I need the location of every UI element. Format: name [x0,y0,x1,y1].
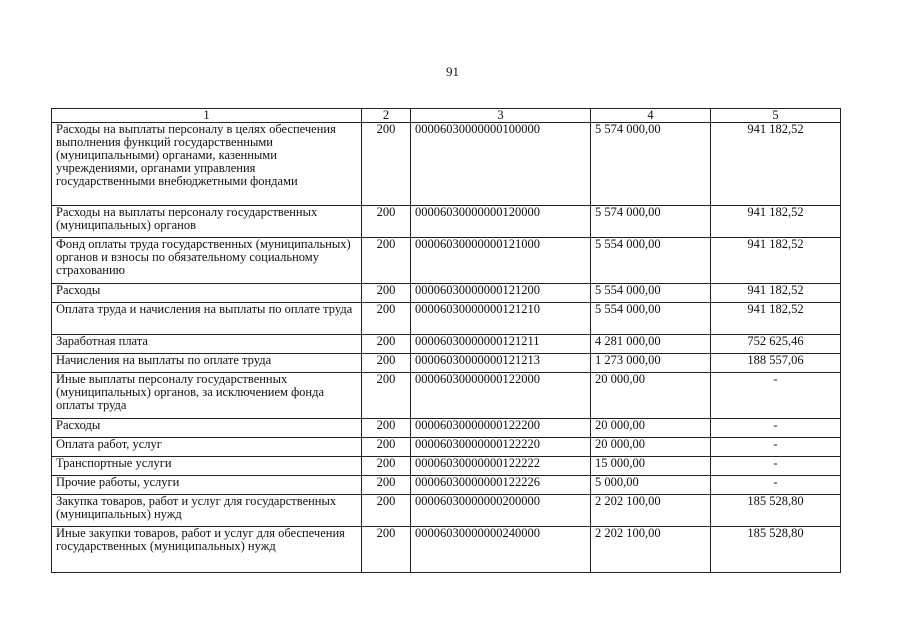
table-row [52,457,841,476]
table-row [52,335,841,354]
table-row [52,495,841,527]
row-name-cell: Расходы [52,419,362,438]
row-kbk-cell: 00006030000000121210 [411,303,591,335]
row-plan-cell: 1 273 000,00 [591,354,711,373]
row-fact-cell: 185 528,80 [711,527,841,573]
header-col-4: 4 [591,109,711,123]
row-kbk-cell: 00006030000000122000 [411,373,591,419]
row-kbk-cell: 00006030000000240000 [411,527,591,573]
row-plan-cell: 5 000,00 [591,476,711,495]
table-row [52,527,841,573]
row-plan-cell: 20 000,00 [591,438,711,457]
row-plan-cell: 2 202 100,00 [591,527,711,573]
row-fact-cell: 941 182,52 [711,206,841,238]
row-code-cell: 200 [362,419,411,438]
row-plan-cell: 5 574 000,00 [591,206,711,238]
row-code-cell: 200 [362,238,411,284]
row-fact-cell: 941 182,52 [711,284,841,303]
header-col-2: 2 [362,109,411,123]
row-plan-cell: 5 574 000,00 [591,123,711,206]
row-fact-cell: 941 182,52 [711,238,841,284]
table-header [52,109,841,123]
row-fact-cell: 188 557,06 [711,354,841,373]
table-row [52,438,841,457]
header-col-5: 5 [711,109,841,123]
row-code-cell: 200 [362,335,411,354]
table-row [52,284,841,303]
row-kbk-cell: 00006030000000121211 [411,335,591,354]
row-fact-cell: - [711,373,841,419]
row-plan-cell: 5 554 000,00 [591,238,711,284]
table-row [52,238,841,284]
header-col-1: 1 [52,109,362,123]
row-code-cell: 200 [362,457,411,476]
row-fact-cell: 752 625,46 [711,335,841,354]
row-name-cell: Иные выплаты персоналу государственных (муниципальных) органов, за исключением фонда оплаты труда [52,373,362,419]
row-fact-cell: 941 182,52 [711,123,841,206]
table-row [52,373,841,419]
row-name-cell: Прочие работы, услуги [52,476,362,495]
row-fact-cell: - [711,457,841,476]
row-kbk-cell: 00006030000000121000 [411,238,591,284]
row-fact-cell: - [711,438,841,457]
row-name-cell: Иные закупки товаров, работ и услуг для обеспечения государственных (муниципальных) нужд [52,527,362,573]
row-name-cell: Оплата работ, услуг [52,438,362,457]
row-fact-cell: - [711,476,841,495]
table-row [52,123,841,206]
page-number: 91 [446,64,459,79]
header-col-3: 3 [411,109,591,123]
row-plan-cell: 4 281 000,00 [591,335,711,354]
row-plan-cell: 15 000,00 [591,457,711,476]
row-name-cell: Заработная плата [52,335,362,354]
row-code-cell: 200 [362,438,411,457]
row-code-cell: 200 [362,495,411,527]
row-name-cell: Закупка товаров, работ и услуг для государственных (муниципальных) нужд [52,495,362,527]
row-plan-cell: 20 000,00 [591,419,711,438]
row-kbk-cell: 00006030000000122220 [411,438,591,457]
table-body [52,123,841,573]
table-row [52,206,841,238]
table-row [52,303,841,335]
row-fact-cell: 941 182,52 [711,303,841,335]
row-fact-cell: 185 528,80 [711,495,841,527]
row-kbk-cell: 00006030000000121200 [411,284,591,303]
row-plan-cell: 5 554 000,00 [591,284,711,303]
row-code-cell: 200 [362,527,411,573]
row-name-cell: Расходы [52,284,362,303]
row-plan-cell: 2 202 100,00 [591,495,711,527]
row-name-cell: Расходы на выплаты персоналу в целях обеспечения выполнения функций государственными (муниципальными) органами, казенными учреждениями, органами управления государственными внебюджетными фондами [52,123,362,206]
row-kbk-cell: 00006030000000122222 [411,457,591,476]
row-fact-cell: - [711,419,841,438]
row-name-cell: Оплата труда и начисления на выплаты по оплате труда [52,303,362,335]
row-name-cell: Начисления на выплаты по оплате труда [52,354,362,373]
row-kbk-cell: 00006030000000122200 [411,419,591,438]
row-code-cell: 200 [362,284,411,303]
budget-table [51,108,841,573]
row-plan-cell: 20 000,00 [591,373,711,419]
table-row [52,354,841,373]
row-kbk-cell: 00006030000000121213 [411,354,591,373]
row-kbk-cell: 00006030000000100000 [411,123,591,206]
row-code-cell: 200 [362,476,411,495]
row-plan-cell: 5 554 000,00 [591,303,711,335]
row-name-cell: Расходы на выплаты персоналу государственных (муниципальных) органов [52,206,362,238]
row-kbk-cell: 00006030000000122226 [411,476,591,495]
table-row [52,476,841,495]
row-code-cell: 200 [362,373,411,419]
row-code-cell: 200 [362,206,411,238]
row-name-cell: Транспортные услуги [52,457,362,476]
row-code-cell: 200 [362,303,411,335]
row-code-cell: 200 [362,123,411,206]
row-kbk-cell: 00006030000000120000 [411,206,591,238]
row-code-cell: 200 [362,354,411,373]
row-kbk-cell: 00006030000000200000 [411,495,591,527]
table-row [52,419,841,438]
header-row [52,109,841,123]
row-name-cell: Фонд оплаты труда государственных (муниципальных) органов и взносы по обязательному социальному страхованию [52,238,362,284]
